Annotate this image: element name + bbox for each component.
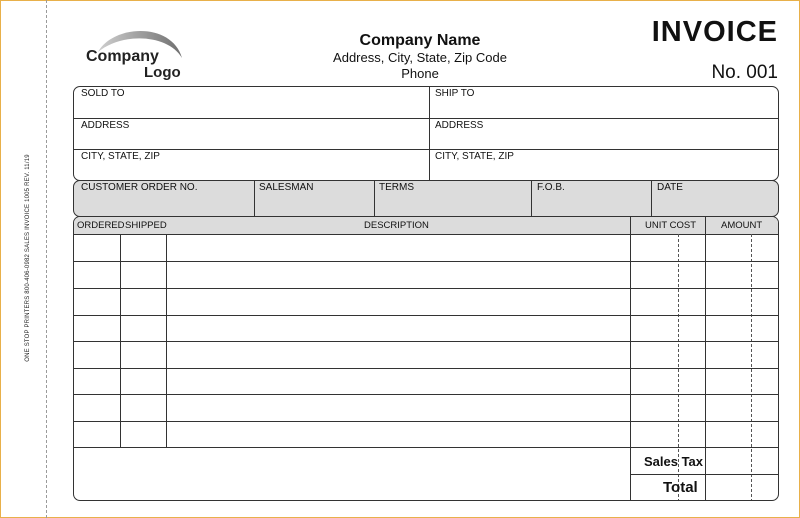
invoice-title: INVOICE bbox=[651, 16, 778, 48]
col-shipped: SHIPPED bbox=[125, 220, 167, 231]
col-ordered: ORDERED bbox=[77, 220, 125, 231]
customer-order-label: CUSTOMER ORDER NO. bbox=[81, 182, 198, 193]
perforation-line bbox=[46, 0, 47, 518]
sold-to-label: SOLD TO bbox=[81, 88, 125, 99]
ship-to-city-field[interactable]: CITY, STATE, ZIP bbox=[435, 151, 514, 162]
col-unit-cost: UNIT COST bbox=[645, 220, 697, 231]
order-info-box bbox=[73, 180, 779, 217]
col-description: DESCRIPTION bbox=[364, 220, 429, 231]
table-row bbox=[74, 288, 779, 289]
fob-label: F.O.B. bbox=[537, 182, 565, 193]
table-row bbox=[74, 394, 779, 395]
table-row bbox=[74, 341, 779, 342]
table-row bbox=[74, 261, 779, 262]
logo-text-company: Company bbox=[86, 48, 159, 65]
logo-text-logo: Logo bbox=[144, 64, 181, 81]
ship-to-label: SHIP TO bbox=[435, 88, 475, 99]
ship-to-address-field[interactable]: ADDRESS bbox=[435, 120, 484, 131]
terms-label: TERMS bbox=[379, 182, 414, 193]
company-logo bbox=[84, 28, 194, 83]
table-row bbox=[74, 447, 779, 448]
company-address: Address, City, State, Zip Code bbox=[333, 50, 507, 65]
line-items-table bbox=[73, 216, 779, 501]
sold-ship-box bbox=[73, 86, 779, 181]
col-amount: AMOUNT bbox=[721, 220, 763, 231]
company-name: Company Name bbox=[359, 32, 481, 49]
sold-to-city-field[interactable]: CITY, STATE, ZIP bbox=[81, 151, 160, 162]
invoice-number: No. 001 bbox=[711, 62, 778, 83]
company-phone: Phone bbox=[401, 66, 439, 81]
printer-note: ONE STOP PRINTERS 800-406-0982 SALES INVOICE 1005 REV. 11/19 bbox=[25, 154, 31, 362]
table-row bbox=[74, 368, 779, 369]
table-row bbox=[74, 315, 779, 316]
table-row bbox=[74, 421, 779, 422]
date-label: DATE bbox=[657, 182, 683, 193]
salesman-label: SALESMAN bbox=[259, 182, 314, 193]
sales-tax-label: Sales Tax bbox=[644, 454, 704, 469]
total-label: Total bbox=[663, 479, 698, 496]
sold-to-address-field[interactable]: ADDRESS bbox=[81, 120, 130, 131]
company-header bbox=[300, 31, 540, 82]
